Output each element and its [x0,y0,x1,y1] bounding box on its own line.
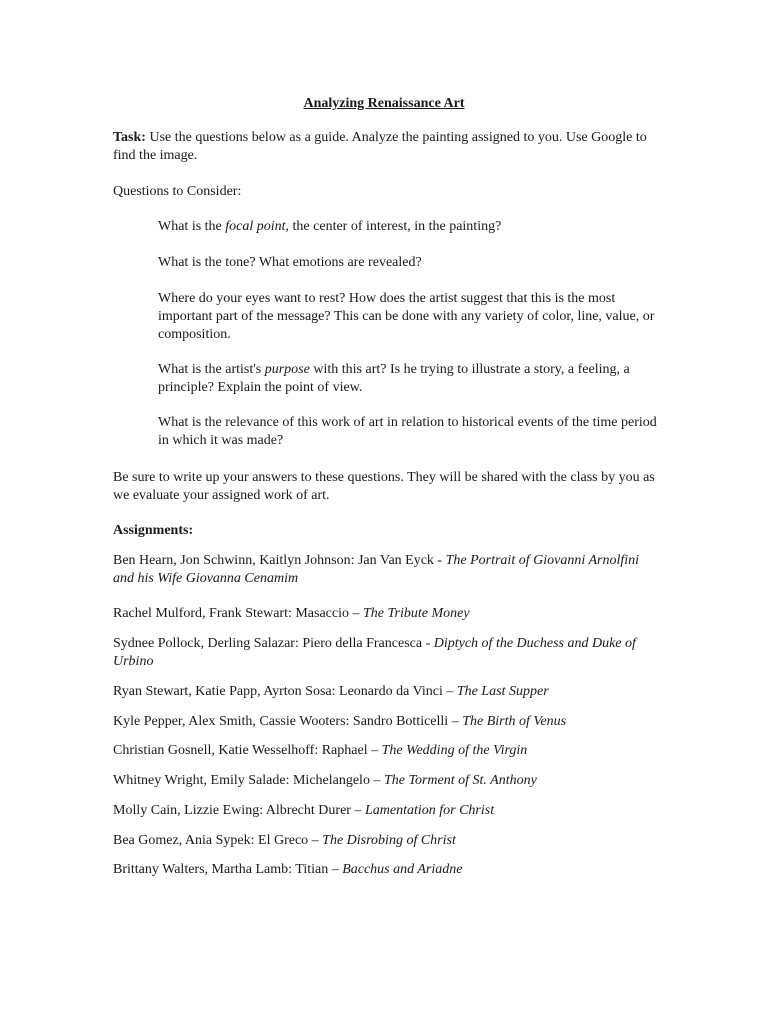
assignment-work: The Torment of St. Anthony [383,773,537,788]
assignment-people: Ben Hearn, Jon Schwinn, Kaitlyn Johnson: Jan Van Eyck - [113,553,446,568]
closing-paragraph: Be sure to write up your answers to these questions. They will be shared with the class by you as we evaluate your assigned work of art. [113,470,655,503]
question-eyes-rest: Where do your eyes want to rest? How does the artist suggest that this is the most important part of the message? This can be done with any variety of color, line, value, or composition. [158,291,655,342]
assignment-item [113,605,658,623]
question-text: , the center of interest, in the painting? [285,219,502,234]
assignment-people: Whitney Wright, Emily Salade: Michelangelo – [113,773,384,788]
assignment-work: The Birth of Venus [462,714,567,729]
assignment-item [113,742,658,760]
assignment-item [113,635,658,671]
document-title: Analyzing Renaissance Art [303,96,465,111]
assignment-people: Bea Gomez, Ania Sypek: El Greco – [113,833,323,848]
assignment-people: Christian Gosnell, Katie Wesselhoff: Raphael – [113,743,382,758]
question-text: with this art? Is he trying to illustrate a story, a feeling, a principle? Explain the point of view. [158,362,630,395]
questions-heading: Questions to Consider: [113,184,242,199]
assignment-work: The Tribute Money [363,606,470,621]
assignment-work: The Last Supper [456,684,549,699]
assignment-work: The Wedding of the Virgin [381,743,528,758]
assignment-item [113,802,658,820]
question-emphasis: focal point [225,219,286,234]
assignment-work: Bacchus and Ariadne [342,862,463,877]
question-relevance: What is the relevance of this work of art in relation to historical events of the time period in which it was made? [158,415,657,448]
task-label: Task: [113,130,146,145]
assignments-heading: Assignments: [113,523,194,538]
assignment-work: Diptych of the Duchess and Duke of Urbino [113,636,636,669]
assignment-people: Sydnee Pollock, Derling Salazar: Piero della Francesca - [113,636,434,651]
assignment-work: The Portrait of Giovanni Arnolfini and his Wife Giovanna Cenamim [113,553,640,586]
question-text: What is the [158,219,226,234]
question-emphasis: purpose [264,362,310,377]
assignment-people: Rachel Mulford, Frank Stewart: Masaccio – [113,606,363,621]
assignment-people: Ryan Stewart, Katie Papp, Ayrton Sosa: Leonardo da Vinci – [113,684,457,699]
question-tone: What is the tone? What emotions are revealed? [158,255,422,270]
assignment-people: Brittany Walters, Martha Lamb: Titian – [113,862,343,877]
assignment-item [113,683,658,701]
assignment-people: Molly Cain, Lizzie Ewing: Albrecht Durer – [113,803,365,818]
question-purpose [158,361,658,397]
assignment-item [113,861,658,879]
assignment-item [113,552,658,588]
assignment-people: Kyle Pepper, Alex Smith, Cassie Wooters: Sandro Botticelli – [113,714,463,729]
assignment-item [113,772,658,790]
question-focal-point [158,218,658,236]
assignment-item [113,832,658,850]
question-text: What is the artist's [158,362,265,377]
assignment-item [113,713,658,731]
assignment-work: Lamentation for Christ [364,803,495,818]
task-paragraph [113,129,658,165]
task-text: Use the questions below as a guide. Analyze the painting assigned to you. Use Google to find the image. [113,130,647,163]
assignment-work: The Disrobing of Christ [322,833,456,848]
